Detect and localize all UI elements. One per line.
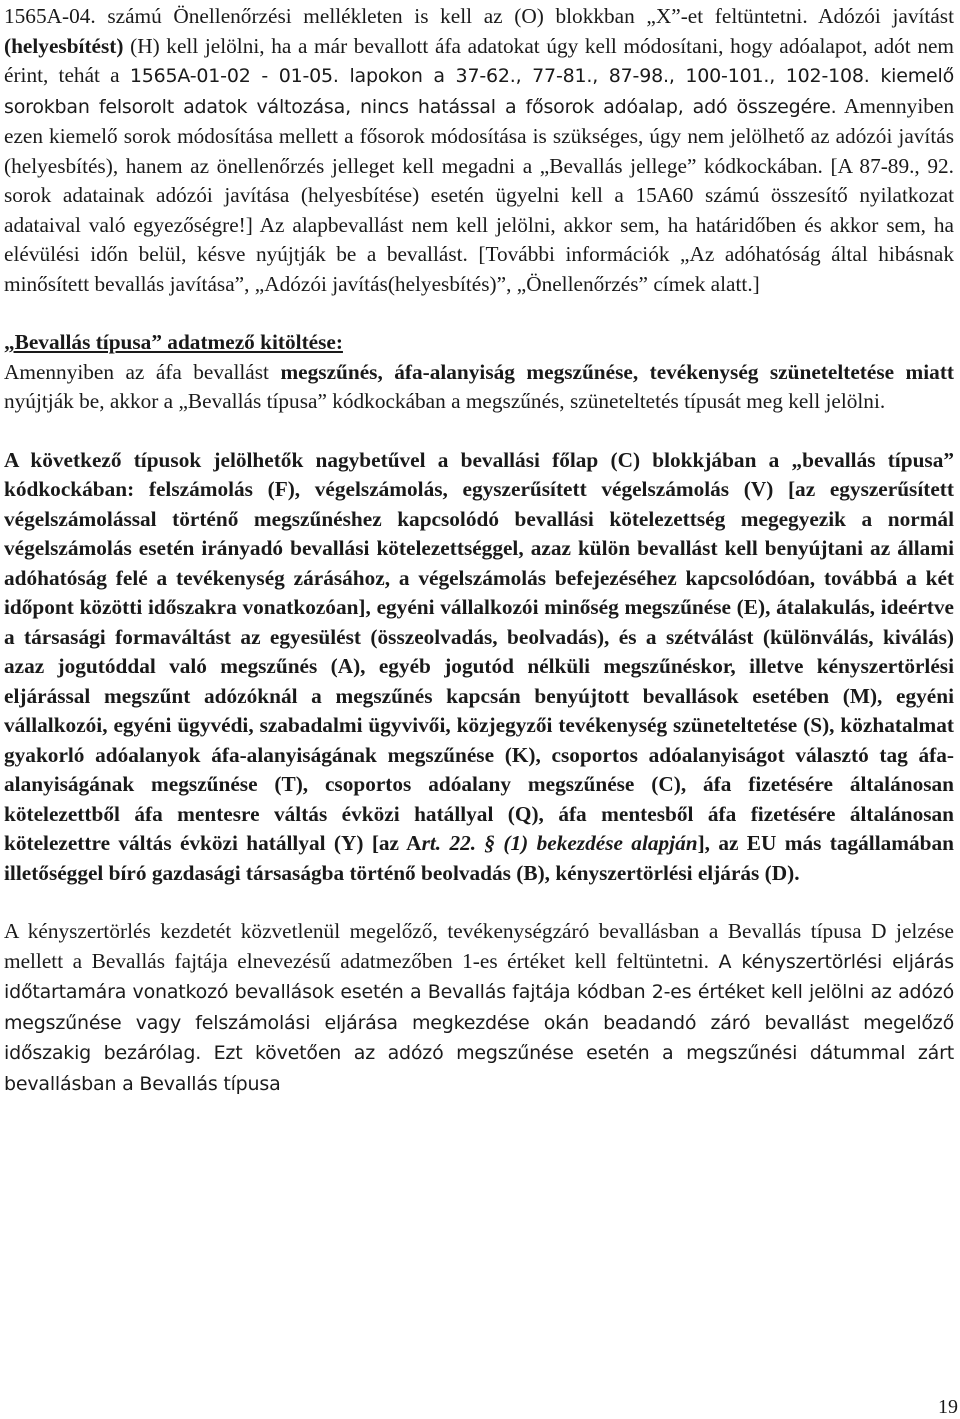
page-number: 19 (938, 1396, 958, 1418)
section-text-a: Amennyiben az áfa bevallást (4, 359, 281, 384)
section-bevallas-tipusa (4, 328, 954, 417)
intro-line-1: 1565A-04. számú Önellenőrzési mellékleten is kell az (O) blokkban „X”-et feltüntetni. (4, 4, 808, 28)
document-page (4, 2, 954, 1099)
intro-text-a: Adózói javítást (818, 4, 954, 28)
section-heading: „Bevallás típusa” adatmező kitöltése: (4, 330, 343, 354)
section-text-c: nyújtják be, akkor a „Bevallás típusa” kódkockában a megszűnés, szüneteltetés típusát meg kell jelölni. (4, 389, 886, 413)
intro-sans-text: 1565A-01-02 - 01-05. lapokon a 37-62., 77-81., 87-98., 100-101., 102-108. kiemelő sorokban felsorolt adatok változása, nincs hatással a fősorok adóalap, adó összegére. (4, 65, 954, 118)
types-italic: rt. 22. § (1) bekezdése alapján (421, 831, 698, 855)
spacer (4, 417, 954, 446)
spacer (4, 299, 954, 328)
intro-text-3: Az alapbevallást nem kell jelölni, akkor sem, ha határidőben és akkor sem, ha elévülési időn belül, késve nyújtják be a bevallást. [További információk „Az adóhatóság által hibásnak minősített bevallás javítása”, „Adózói javítás(helyesbítés)”, „Önellenőrzés” címek alatt.] (4, 212, 955, 296)
types-text-c: ], az EU más tagállamában illetőséggel bíró gazdasági társaságba történő beolvadás (B), kényszertörlési eljárás (D). (4, 831, 955, 885)
types-paragraph (4, 446, 954, 889)
kenyszertorles-sans-text: A kényszertörlési eljárás időtartamára vonatkozó bevallások esetén a Bevallás fajtája kódban 2-es értéket kell jelölni az adózó megszűnése vagy felszámolási eljárása megkezdése okán beadandó záró bevallást megelőző időszakig bezárólag. Ezt követően az adózó megszűnése esetén a megszűnési dátummal zárt bevallásban a Bevallás típusa (4, 950, 954, 1095)
section-bold: megszűnés, áfa-alanyiság megszűnése, tevékenység szüneteltetése miatt (280, 359, 955, 384)
intro-text-c: (H) kell jelölni, ha a már bevallott áfa adatokat úgy kell módosítani, hogy adóalapot, adót nem érint, tehát a (4, 33, 954, 87)
types-text-a: A következő típusok jelölhetők nagybetűvel a bevallási főlap (C) blokkjában a „bevallás típusa” kódkockában: felszámolás (F), végelszámolás, egyszerűsített végelszámolás (V) [az egyszerűsített végelszámolással történő megszűnéshez kapcsolódó bevallási kötelezettség megegyezik a normál végelszámolás esetén irányadó bevallási kötelezettséggel, azaz külön bevallást kell benyújtani az állami adóhatóság felé a tevékenység zárásához, a végelszámolás befejezéséhez kapcsolódóan, továbbá a két időpont közötti időszakra vonatkozóan], egyéni vállalkozói minőség megszűnése (E), átalakulás, ideértve a társasági formaváltást az egyesülést (összeolvadás, beolvadás), és a szétválást (különválás, kiválás) azaz jogutóddal való megszűnés (A), egyéb jogutód nélküli megszűnéskor, illetve kényszertörlési eljárással megszűnt adózóknál a megszűnés kapcsán benyújtott bevallások esetében (M), egyéni vállalkozói, egyéni ügyvédi, szabadalmi ügyvivői, közjegyzői tevékenység szüneteltetése (S), közhatalmat gyakorló adóalanyok áfa-alanyiságának megszűnése (K), csoportos adóalanyiságot választó tag áfa-alanyiságának megszűnése (T), csoportos adóalany megszűnése (C), áfa fizetésére általánosan kötelezettből áfa mentesre váltás évközi hatállyal (Q), áfa mentesből áfa fizetésére általánosan kötelezettre váltás évközi hatállyal (Y) [az A (4, 447, 954, 855)
intro-text-2: Amennyiben ezen kiemelő sorok módosítása mellett a fősorok módosítása is szükséges, úgy nem jelölhető az adózói javítás (helyesbítés), hanem az önellenőrzés jelleget kell megadni a „Bevallás jellege” kódkockában. [A 87-89., 92. sorok adatainak adózói javítása (helyesbítése) esetén ügyelni kell a 15A60 számú összesítő nyilatkozat adataival való egyezőségre!] (4, 93, 954, 237)
kenyszertorles-text-a: A kényszertörlés kezdetét közvetlenül megelőző, tevékenységzáró bevallásban a Bevallás típusa D jelzése mellett a Bevallás fajtája elnevezésű adatmezőben 1-es értéket kell feltüntetni. (4, 919, 954, 973)
kenyszertorles-paragraph (4, 917, 954, 1099)
intro-bold-helyesbites: (helyesbítést) (4, 33, 124, 58)
intro-paragraph (4, 2, 954, 299)
spacer (4, 888, 954, 917)
